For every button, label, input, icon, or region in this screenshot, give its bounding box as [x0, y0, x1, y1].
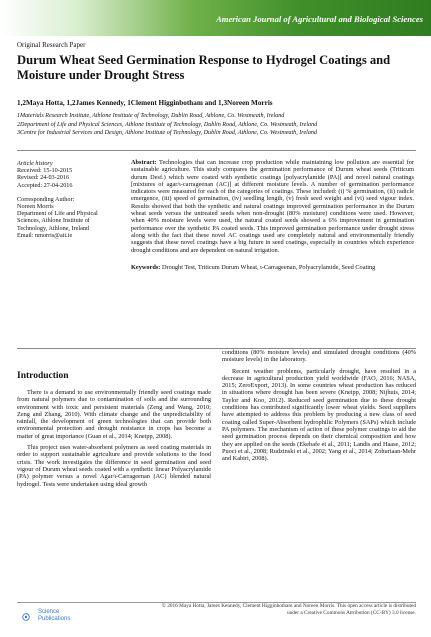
publisher-name: [38, 609, 70, 622]
intro-paragraph-4: Recent weather problems, particularly drought, have resulted in a decrease in agricultural production yield worldwide (FAO, 2016; NASA, 2015; ZeroExport, 2013). In some countries wheat production has reduced in situations where drought has been severe (Kneipp, 2008; Nijhuis, 2014; Taylor and Koo, 2012). Reduced seed germination due to these drought conditions has contributed significantly lower wheat yields. Seed suppliers have attempted to address this problem by producing a new class of seed coating called Super-Absorbent hydrophilic Polymers (SAPs) which include PA polymers. The mechanism of action of these polymer coatings to aid the seed germination process depends on their chemical composition and how they are applied on the seeds (Ekebafe et al., 2011; Landis and Haase, 2012; Puoci et al., 2008; Rudzinski et al., 2002; Yang et al., 2014; Zohuriaan-Mehr and Kabiri, 2008).: [222, 367, 416, 463]
intro-left-column: [17, 389, 211, 492]
intro-paragraph-2: This project uses water-absorbent polymers as seed coating materials in order to support sustainable agriculture and provide solutions to the food crisis. The work investigates the difference in seed germination and seed vigour of Durum wheat seeds coated with a synthetic linear Polyacrylamide (PA) polymer versus a novel Agar/ι-Carrageenan (AC) blended natural hydrogel. Tests were undertaken using ideal growth: [17, 444, 211, 488]
intro-right-column: [222, 349, 416, 466]
abstract-text: Technologies that can increase crop production while maintaining low pollution are essential for sustainable agriculture. This study compares the germination performance of Durum wheat seeds (Triticum durum Desf.) which were coated with synthetic coatings [polyacrylamide (PA)] and novel natural coatings [mixtures of agar/ι-carrageenan (AC)] at different moisture levels. A number of germination performance indicators were measured for each of the categories of coatings. These included: (i) % germination, (ii) radicle emergence, (iii) speed of germination, (iv) seedling length, (v) fresh seed weight and (vi) seed vigour index. Results showed that both the synthetic and natural coatings improved germination performance in the Durum wheat seeds versus the untreated seeds when non-drought (80% moisture) conditions were used. However, when 40% moisture levels were used, the natural coated seeds showed a 6% improvement in germination performance over the synthetic PA coated seeds. This improved germination performance under drought stress along with the fact that these novel AC coatings used are completely natural and environmentally friendly suggests that these novel coatings have a big future in seed coatings, especially in countries which experience drought conditions and are dependent on natural irrigation.: [131, 159, 414, 254]
corresponding-name: Noreen Morris: [17, 203, 54, 211]
article-info-sidebar: [17, 160, 117, 239]
journal-name: American Journal of Agricultural and Biological Sciences: [216, 14, 423, 24]
journal-banner: [0, 0, 431, 36]
corresponding-label: Corresponding Author:: [17, 195, 75, 203]
revised-date: Revised: 24-03-2016: [17, 174, 70, 182]
intro-paragraph-1: There is a demand to use environmentally friendly seed coatings made from natural polymers due to contamination of soils and the surrounding environment with toxic and persistent materials (Zeng and Wang, 2010; Zeng and Zhang, 2010). With climate change and the unpredictability of rainfall, the development of green technologies that can provide both environmental protection and drought resistance in crops has become a matter of great importance (Guan et al., 2014; Kneipp, 2008).: [17, 389, 211, 440]
intro-heading: Introduction: [17, 371, 69, 381]
history-title: Article history: [17, 160, 53, 167]
received-date: Received: 15-10-2015: [17, 167, 73, 175]
affiliation-2: 2Department of Life and Physical Sciences, Athlone Institute of Technology, Dublin Road, Athlone, Co. Westmeath, Ireland: [17, 121, 318, 128]
keywords-text: Drought Test, Triticum Durum Wheat, ι-Carrageenan, Polyacrylamide, Seed Coating: [161, 263, 376, 271]
abstract-label: Abstract:: [131, 159, 157, 166]
affiliation-3: 3Centre for Industrial Services and Design, Athlone Institute of Technology, Dublin Road, Athlone, Co. Westmeath, Ireland: [17, 130, 317, 136]
publisher-line-2: Publications: [38, 615, 71, 622]
abstract-block: [131, 159, 414, 271]
accepted-date: Accepted: 27-04-2016: [17, 181, 73, 189]
keywords-label: Keywords:: [131, 263, 161, 271]
corresponding-email[interactable]: Email: nmorris@ait.ie: [17, 231, 73, 239]
affiliations: [17, 112, 317, 138]
intro-paragraph-3: conditions (80% moisture levels) and simulated drought conditions (40% moisture levels) in the laboratory.: [222, 349, 416, 364]
article-type: Original Research Paper: [17, 41, 86, 49]
affiliation-1: 1Materials Research Institute, Athlone Institute of Technology, Dublin Road, Athlone, Co. Westmeath, Ireland: [17, 113, 285, 119]
corresponding-address: Department of Life and Physical Sciences, Athlone Institute of Technology, Athlone, Ireland: [17, 210, 98, 232]
copyright-line-1: © 2016 Maya Hotta, James Kennedy, Clement Higginbotham and Noreen Morris. This open access article is distributed: [161, 603, 416, 609]
copyright-line-2: under a Creative Commons Attribution (CC-BY) 3.0 license.: [286, 609, 416, 616]
science-publications-logo: [17, 608, 35, 626]
keywords: [131, 264, 414, 271]
paper-title: Durum Wheat Seed Germination Response to Hydrogel Coatings and Moisture under Drought Stress: [17, 53, 391, 82]
divider-top: [17, 150, 416, 151]
publisher-line-1: Science: [38, 609, 60, 615]
author-list: 1,2Maya Hotta, 1,2James Kennedy, 1Clement Higginbotham and 1,3Noreen Morris: [17, 99, 273, 107]
copyright-notice: [139, 603, 416, 616]
